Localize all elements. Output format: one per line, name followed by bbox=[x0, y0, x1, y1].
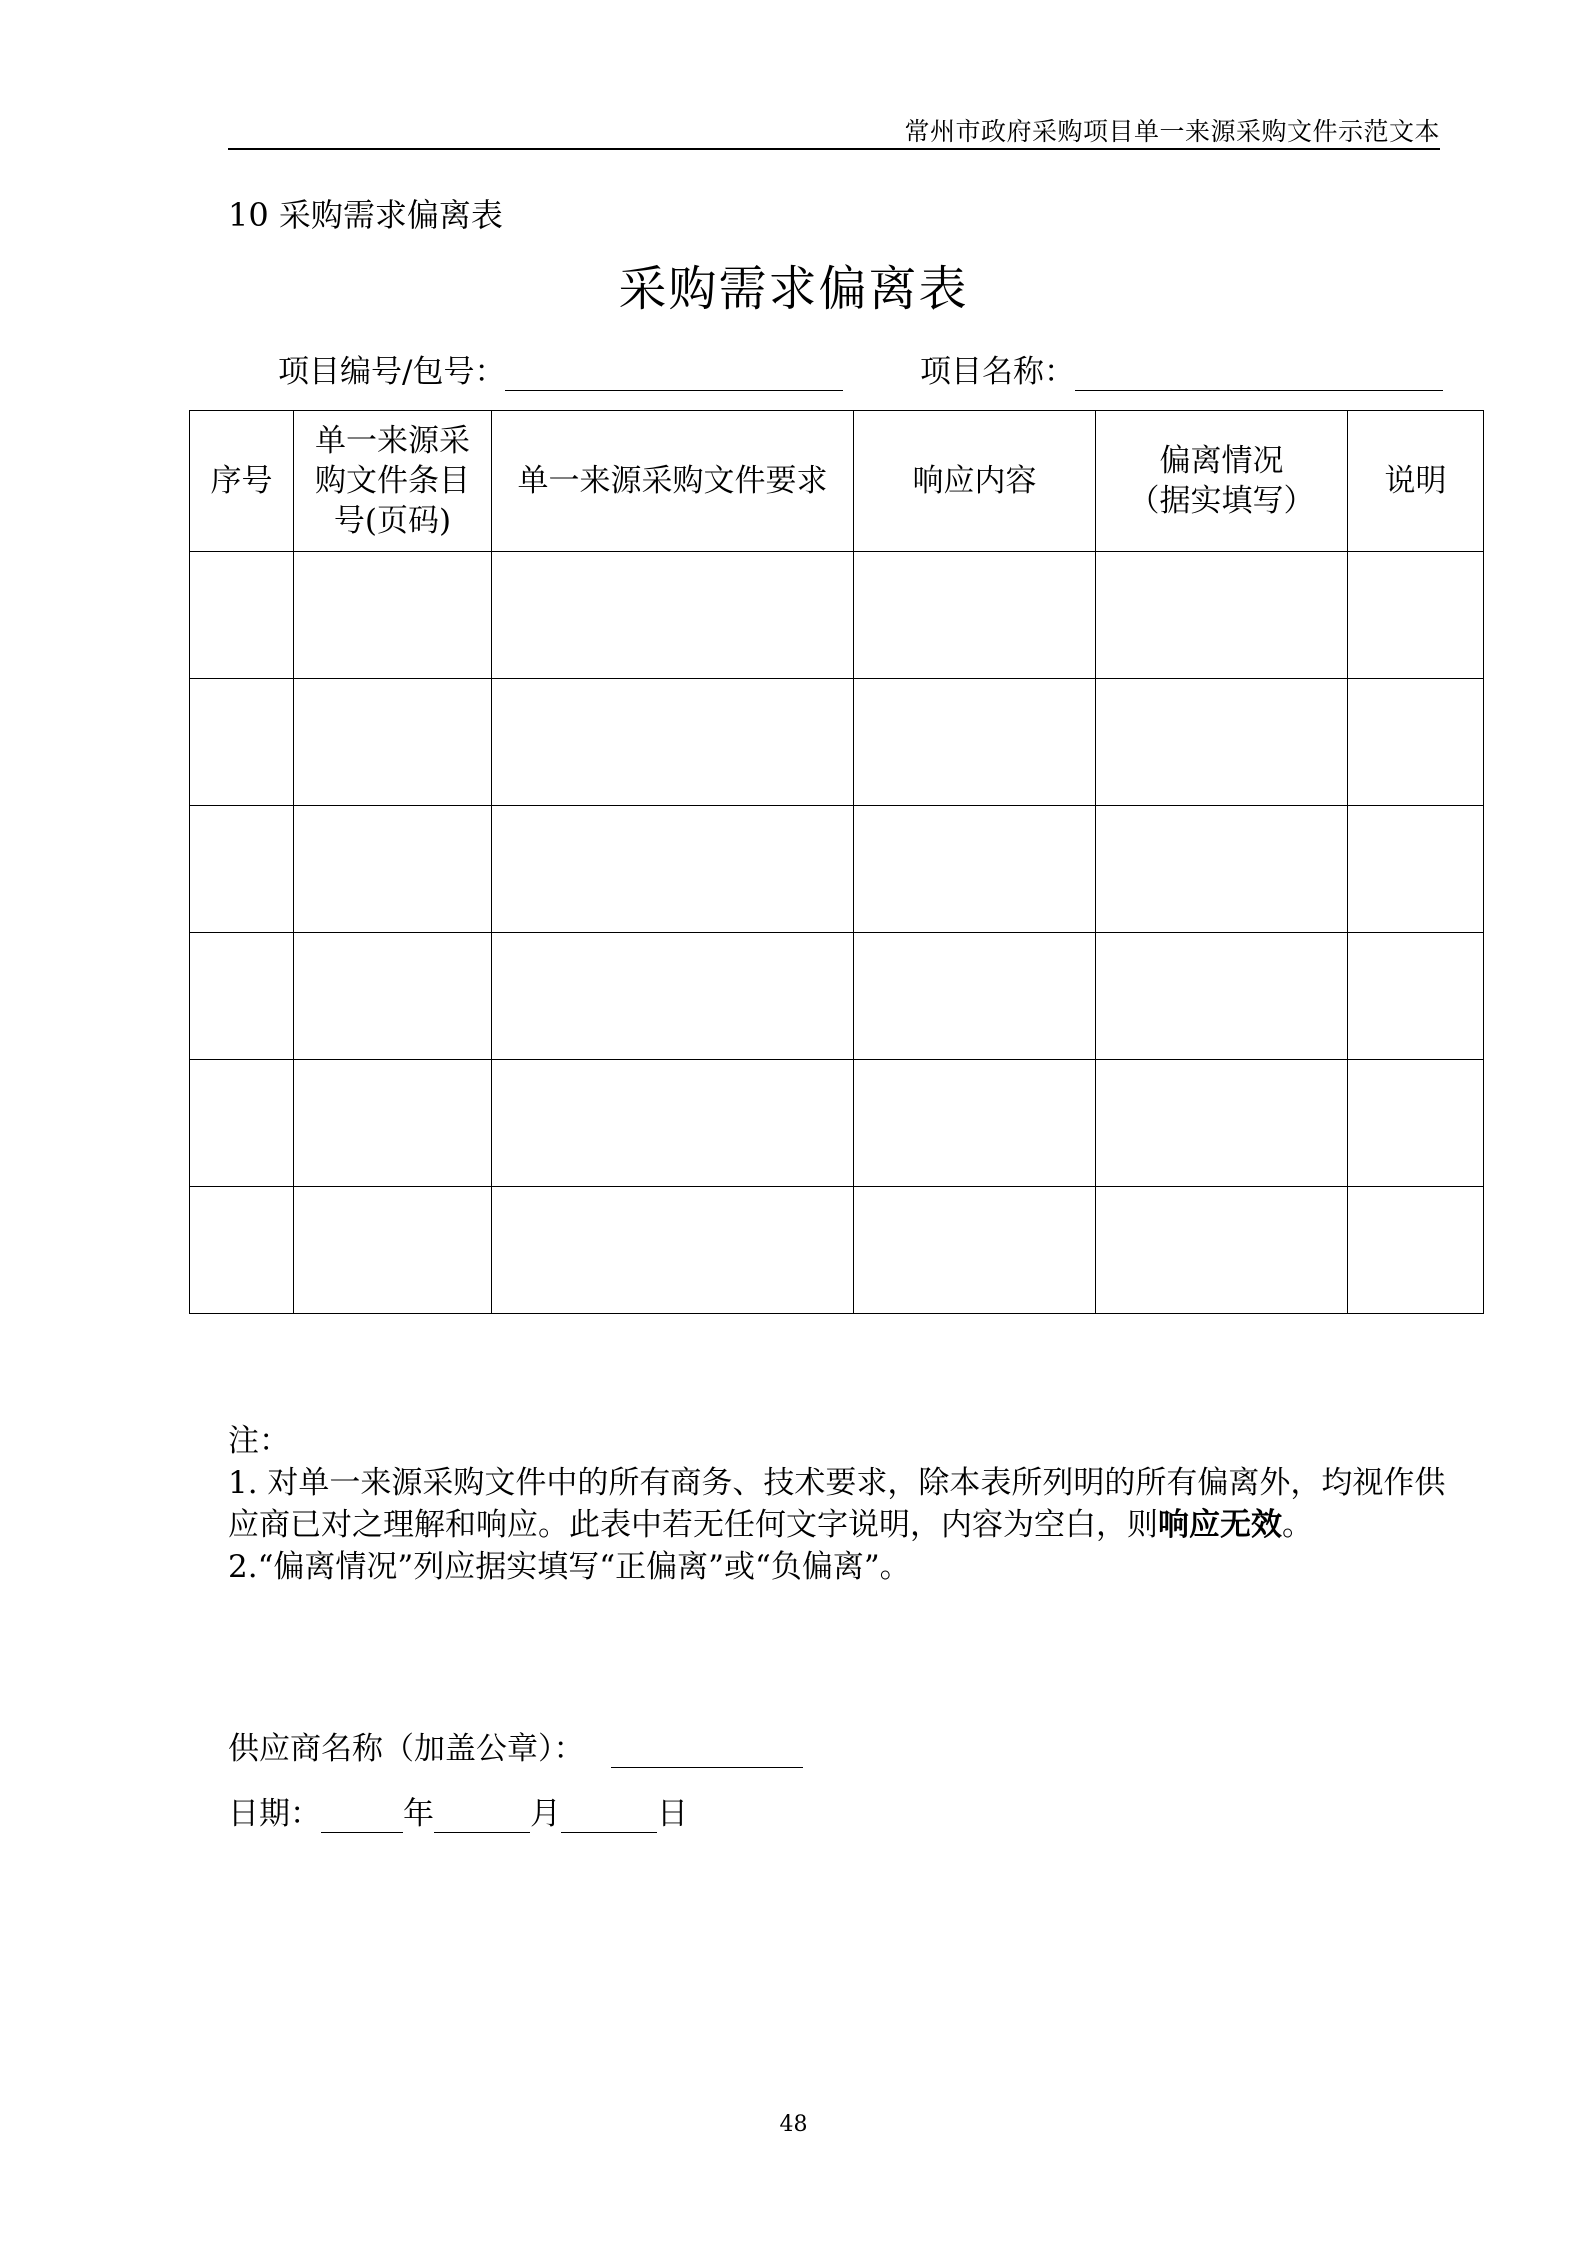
project-number-label: 项目编号/包号： bbox=[278, 354, 506, 390]
table-cell[interactable] bbox=[1096, 552, 1348, 679]
note-item-2: 2.“偏离情况”列应据实填写“正偏离”或“负偏离”。 bbox=[228, 1549, 911, 1585]
table-cell[interactable] bbox=[1348, 552, 1484, 679]
table-cell[interactable] bbox=[492, 679, 854, 806]
day-blank[interactable] bbox=[561, 1798, 657, 1833]
project-number-field bbox=[278, 346, 843, 390]
header-requirements: 单一来源采购文件要求 bbox=[492, 411, 854, 552]
note-item-1: 1. 对单一来源采购文件中的所有商务、技术要求，除本表所列明的所有偏离外，均视作供应商已对之理解和响应。此表中若无任何文字说明，内容为空白，则响应无效。 bbox=[228, 1465, 1446, 1543]
table-cell[interactable] bbox=[294, 933, 492, 1060]
project-name-blank[interactable] bbox=[1075, 354, 1443, 391]
table-cell[interactable] bbox=[190, 1060, 294, 1187]
header-text: 常州市政府采购项目单一来源采购文件示范文本 bbox=[904, 117, 1440, 146]
page-number: 48 bbox=[779, 2112, 808, 2137]
table-cell[interactable] bbox=[294, 679, 492, 806]
table-cell[interactable] bbox=[294, 1060, 492, 1187]
date-field bbox=[228, 1788, 688, 1833]
section-heading: 10 采购需求偏离表 bbox=[228, 196, 503, 234]
table-cell[interactable] bbox=[190, 933, 294, 1060]
table-header-row bbox=[190, 411, 1484, 552]
table-cell[interactable] bbox=[294, 552, 492, 679]
header-clause-page: 单一来源采 购文件条目 号(页码) bbox=[294, 411, 492, 552]
table-cell[interactable] bbox=[1096, 679, 1348, 806]
table-cell[interactable] bbox=[492, 933, 854, 1060]
table-cell[interactable] bbox=[854, 933, 1096, 1060]
table-cell[interactable] bbox=[1096, 933, 1348, 1060]
deviation-table bbox=[189, 410, 1484, 1314]
project-name-label: 项目名称： bbox=[920, 354, 1075, 390]
table-cell[interactable] bbox=[190, 806, 294, 933]
table-cell[interactable] bbox=[1348, 1060, 1484, 1187]
table-cell[interactable] bbox=[1348, 679, 1484, 806]
supplier-field bbox=[228, 1723, 803, 1768]
table-cell[interactable] bbox=[492, 806, 854, 933]
year-blank[interactable] bbox=[321, 1798, 403, 1833]
table-cell[interactable] bbox=[294, 1187, 492, 1314]
table-row bbox=[190, 933, 1484, 1060]
project-number-blank[interactable] bbox=[505, 354, 843, 391]
table-cell[interactable] bbox=[854, 1060, 1096, 1187]
header-remarks: 说明 bbox=[1348, 411, 1484, 552]
project-name-field bbox=[920, 346, 1443, 390]
table-row bbox=[190, 679, 1484, 806]
supplier-label: 供应商名称（加盖公章）： bbox=[228, 1731, 585, 1767]
table-row bbox=[190, 1060, 1484, 1187]
year-label: 年 bbox=[403, 1796, 434, 1832]
table-cell[interactable] bbox=[190, 679, 294, 806]
month-blank[interactable] bbox=[434, 1798, 530, 1833]
table-cell[interactable] bbox=[854, 679, 1096, 806]
table-cell[interactable] bbox=[492, 552, 854, 679]
table-cell[interactable] bbox=[492, 1187, 854, 1314]
header-deviation: 偏离情况 （据实填写） bbox=[1096, 411, 1348, 552]
table-cell[interactable] bbox=[1096, 806, 1348, 933]
day-label: 日 bbox=[657, 1796, 688, 1832]
table-cell[interactable] bbox=[190, 552, 294, 679]
notes-label: 注： bbox=[228, 1423, 290, 1459]
notes bbox=[228, 1420, 1448, 1588]
table-cell[interactable] bbox=[1096, 1060, 1348, 1187]
document-title: 采购需求偏离表 bbox=[618, 261, 969, 317]
table-row bbox=[190, 552, 1484, 679]
table-cell[interactable] bbox=[854, 552, 1096, 679]
table-row bbox=[190, 806, 1484, 933]
table-cell[interactable] bbox=[190, 1187, 294, 1314]
table-cell[interactable] bbox=[294, 806, 492, 933]
table-cell[interactable] bbox=[1096, 1187, 1348, 1314]
supplier-blank[interactable] bbox=[611, 1733, 803, 1768]
table-cell[interactable] bbox=[492, 1060, 854, 1187]
note-emphasis: 响应无效 bbox=[1158, 1507, 1282, 1543]
table-cell[interactable] bbox=[854, 1187, 1096, 1314]
date-label: 日期： bbox=[228, 1796, 321, 1832]
header-response: 响应内容 bbox=[854, 411, 1096, 552]
table-cell[interactable] bbox=[1348, 1187, 1484, 1314]
month-label: 月 bbox=[530, 1796, 561, 1832]
table-row bbox=[190, 1187, 1484, 1314]
table-cell[interactable] bbox=[1348, 806, 1484, 933]
table-cell[interactable] bbox=[1348, 933, 1484, 1060]
table-cell[interactable] bbox=[854, 806, 1096, 933]
page-header bbox=[228, 108, 1440, 150]
header-index: 序号 bbox=[190, 411, 294, 552]
